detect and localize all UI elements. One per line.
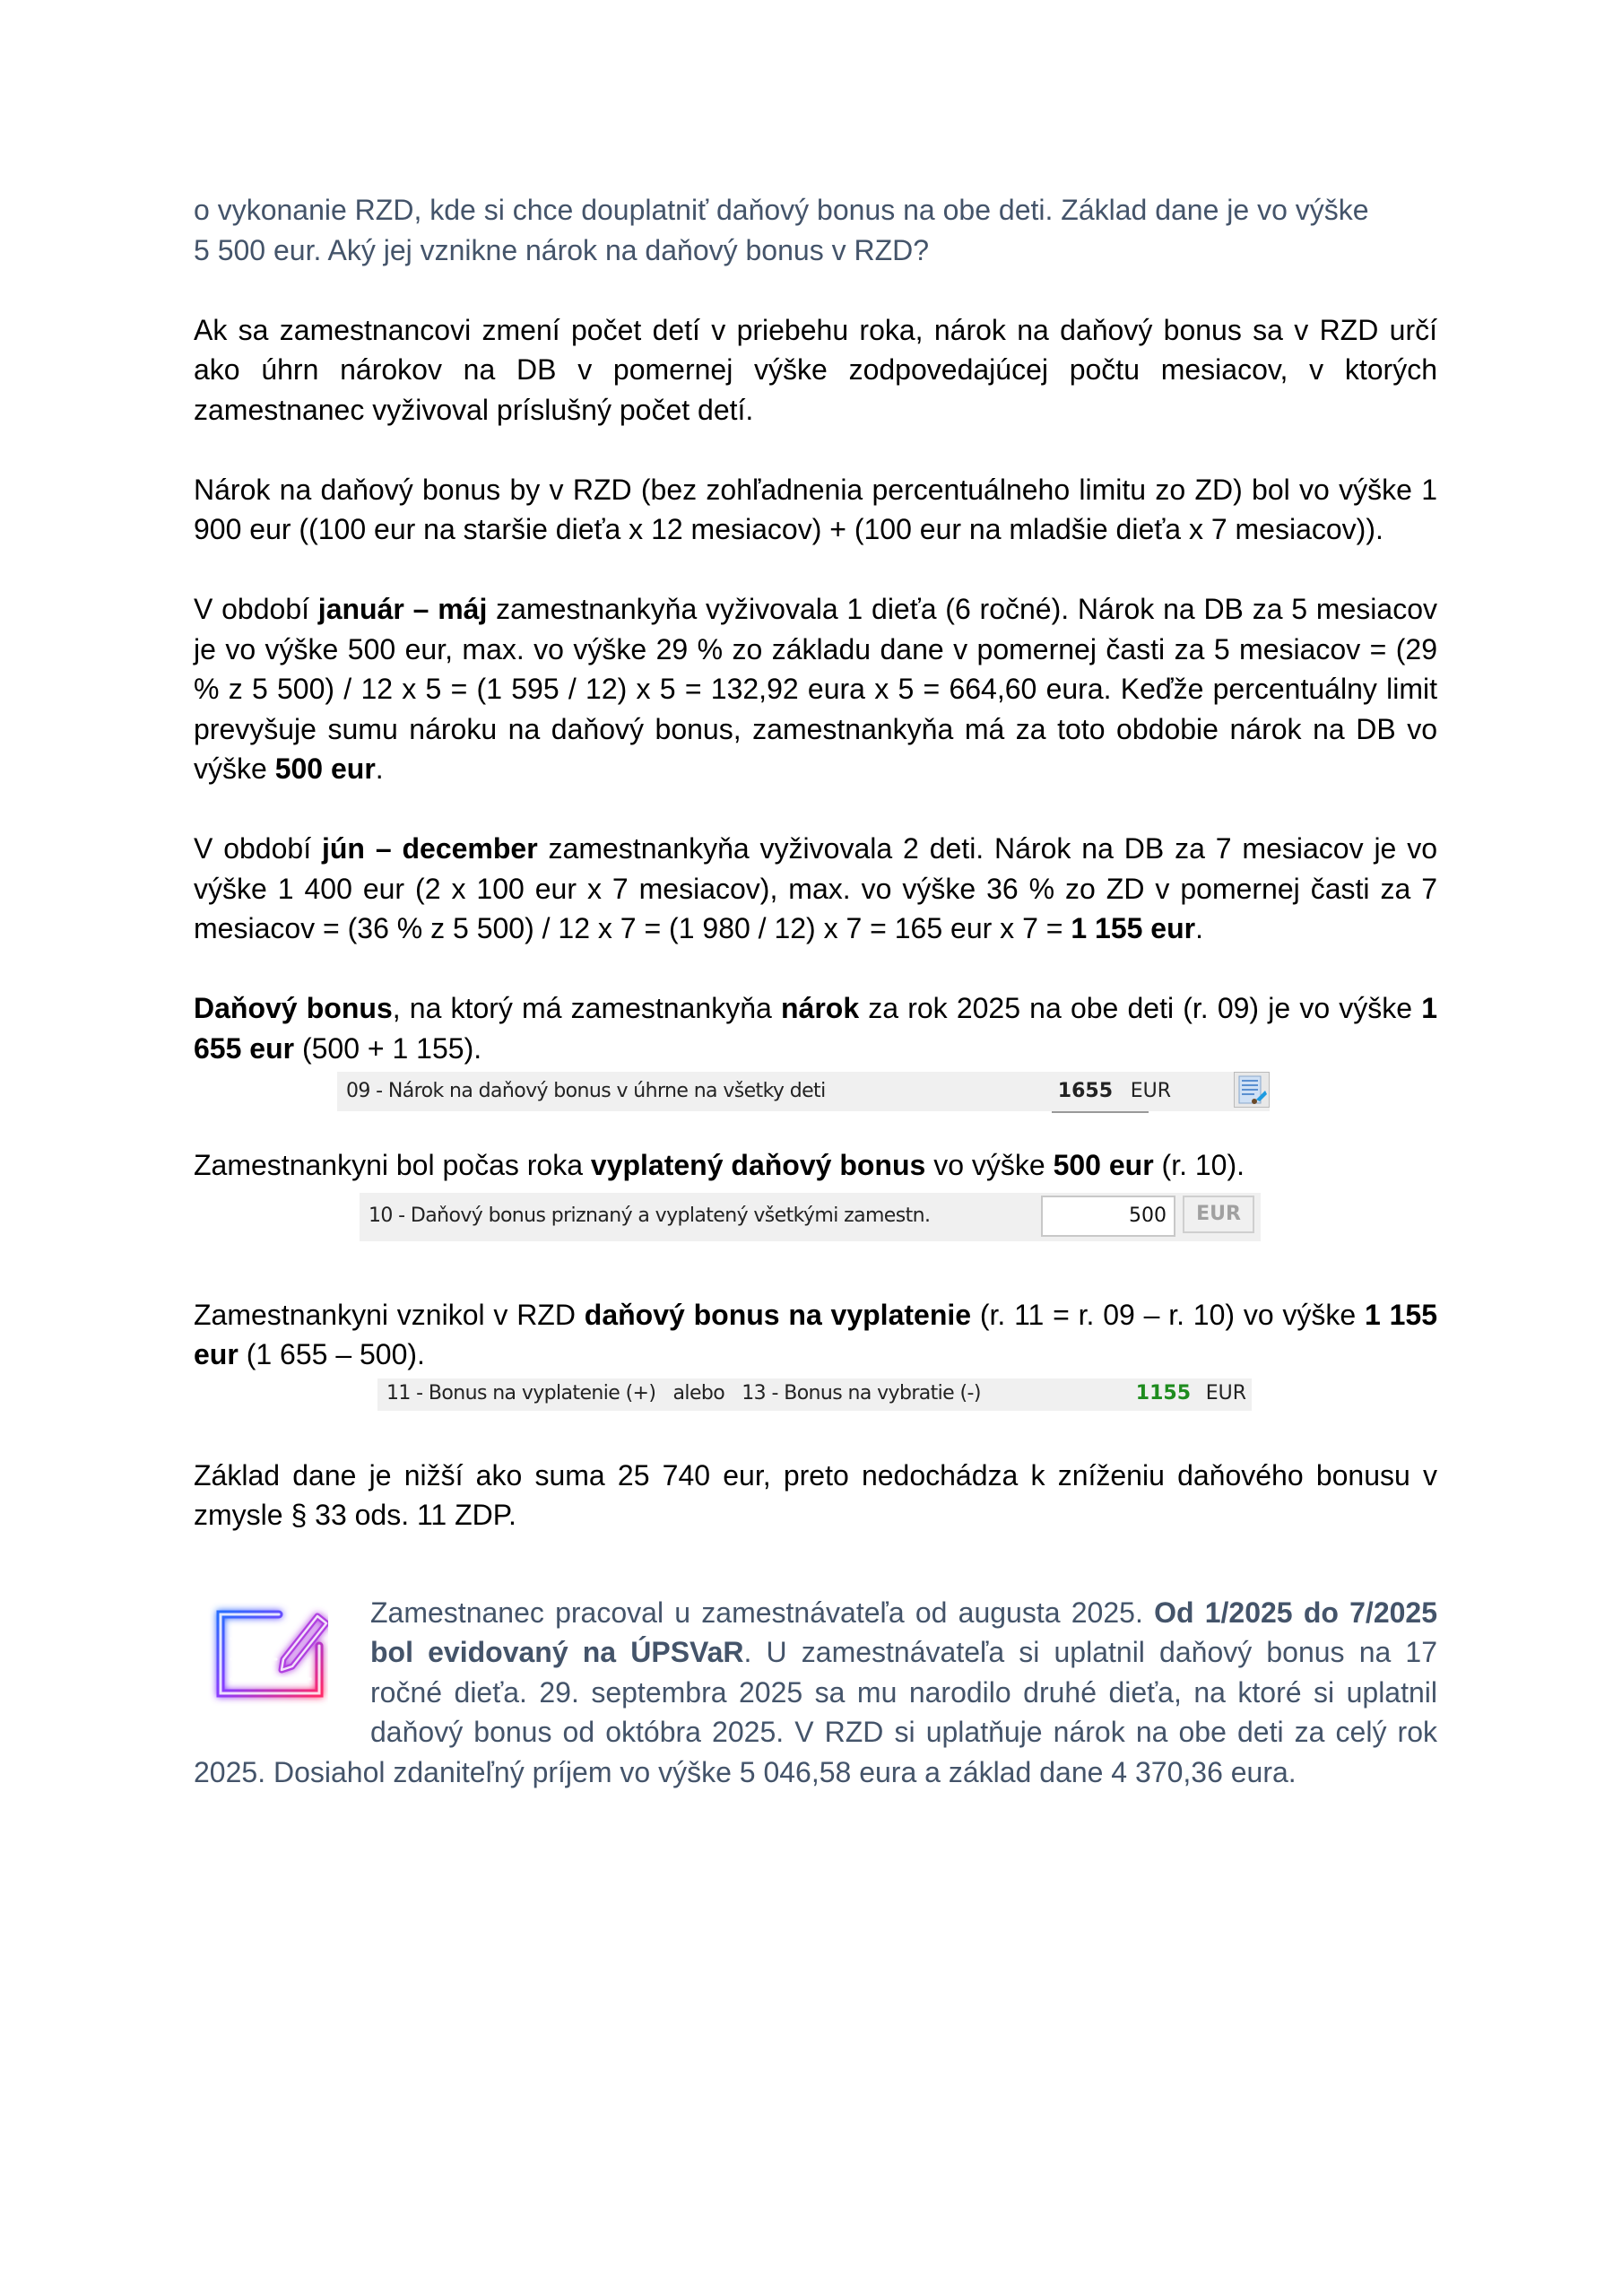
form-row-11 (377, 1378, 1252, 1411)
row-11-currency: EUR (1205, 1382, 1246, 1405)
text: Zamestnanec pracoval u zamestnávateľa od augusta 2025. (370, 1596, 1155, 1629)
text: Zamestnankyni vznikol v RZD (194, 1298, 585, 1331)
row-11-label: 11 - Bonus na vyplatenie (+) alebo 13 - Bonus na vybratie (-) (386, 1382, 981, 1405)
form-row-10 (360, 1193, 1261, 1241)
paragraph-total-bonus (194, 988, 1437, 1068)
row-09-underline (1052, 1111, 1149, 1113)
row-09-label: 09 - Nárok na daňový bonus v úhrne na všetky deti (346, 1079, 826, 1102)
document-edit-icon[interactable] (1234, 1072, 1270, 1108)
note-text (194, 1593, 1437, 1793)
period-bold: január – máj (317, 593, 488, 625)
text-bold: vyplatený daňový bonus (590, 1149, 926, 1181)
row-11-value: 1155 (1135, 1382, 1191, 1405)
amount-bold: 500 eur (274, 752, 376, 785)
period-bold: jún – december (321, 832, 538, 865)
paragraph-paid-bonus (194, 1145, 1437, 1186)
row-09-value: 1655 (1057, 1079, 1113, 1102)
text-bold: nárok (780, 992, 860, 1024)
example-note (194, 1593, 1437, 1793)
amount-bold: 500 eur (1053, 1149, 1154, 1181)
text: zamestnankyňa vyživovala 1 dieťa (6 ročné). Nárok na DB za 5 mesiacov je vo výške 500 eur, max. vo výške 29 % zo základu dane v pomernej časti za 5 mesiacov = (29 % z 5 500) / 12 x 5 = (1 595 / 12) x 5 = 132,92 eura x 5 = 664,60 eura. Keďže percentuálny limit prevyšuje sumu nároku na daňový bonus, zamestnankyňa má za toto obdobie nárok na DB vo výške (194, 593, 1438, 785)
form-row-09 (337, 1072, 1270, 1111)
paragraph-june-december (194, 829, 1437, 949)
row-09-currency: EUR (1130, 1079, 1171, 1102)
text: V období (194, 832, 322, 865)
paragraph-bonus-without-limit: Nárok na daňový bonus by v RZD (bez zohľadnenia percentuálneho limitu zo ZD) bol vo výške 1 900 eur ((100 eur na staršie dieťa x 12 mesiacov) + (100 eur na mladšie dieťa x 7 mesiacov)). (194, 473, 1437, 545)
text: zamestnankyňa vyživovala 2 deti. Nárok na DB za 7 mesiacov je vo výške 1 400 eur (2 x 100 eur x 7 mesiacov), max. vo výške 36 % zo ZD v pomernej časti za 7 mesiacov = (36 % z 5 500) / 12 x 7 = (1 980 / 12) x 7 = 165 eur x 7 = (194, 832, 1438, 944)
text: (1 655 – 500). (238, 1338, 425, 1370)
text: Zamestnankyni bol počas roka (194, 1149, 591, 1181)
text-bold: daňový bonus na vyplatenie (584, 1298, 972, 1331)
text: . U zamestnávateľa si uplatnil daňový bonus na 17 ročné dieťa. 29. septembra 2025 sa mu narodilo druhé dieťa, na ktoré si uplatnil daňový bonus od októbra 2025. V RZD si uplatňuje nárok na obe deti za celý rok 2025. Dosiahol zdaniteľný príjem vo výške 5 046,58 eura a základ dane 4 370,36 eura. (194, 1636, 1438, 1788)
text: . (375, 752, 384, 785)
amount-bold: 1 155 eur (1071, 912, 1196, 944)
paragraph-tax-base-limit: Základ dane je nižší ako suma 25 740 eur, preto nedochádza k zníženiu daňového bonusu v zmysle § 33 ods. 11 ZDP. (194, 1458, 1437, 1531)
text: (r. 11 = r. 09 – r. 10) vo výške (971, 1298, 1366, 1331)
intro-line-2: 5 500 eur. Aký jej vznikne nárok na daňový bonus v RZD? (194, 233, 930, 266)
text-bold: Od 1/2025 do 7/2025 bol evidovaný na ÚPSVaR (370, 1596, 1438, 1668)
paragraph-bonus-to-pay (194, 1295, 1437, 1375)
intro-line-1: o vykonanie RZD, kde si chce douplatniť daňový bonus na obe deti. Základ dane je vo výške (194, 194, 1369, 226)
paragraph-child-count-change: Ak sa zamestnancovi zmení počet detí v priebehu roka, nárok na daňový bonus sa v RZD určí ako úhrn nárokov na DB v pomernej výške zodpovedajúcej počtu mesiacov, v ktorých zamestnanec vyživoval príslušný počet detí. (194, 313, 1437, 426)
text: . (1195, 912, 1203, 944)
intro-paragraph (194, 190, 1437, 270)
row-10-label: 10 - Daňový bonus priznaný a vyplatený všetkými zamestn. (369, 1205, 931, 1228)
text-bold: Daňový bonus (194, 992, 393, 1024)
text: (500 + 1 155). (294, 1031, 482, 1065)
document-page (194, 190, 1437, 1792)
paragraph-january-may (194, 589, 1437, 789)
text: vo výške (925, 1149, 1054, 1181)
amount-bold: 1 155 eur (194, 1298, 1438, 1370)
row-10-currency-button[interactable]: EUR (1183, 1196, 1254, 1233)
row-10-value-input[interactable]: 500 (1041, 1196, 1175, 1237)
text: , na ktorý má zamestnankyňa (392, 992, 781, 1024)
neon-edit-note-icon (194, 1596, 328, 1718)
amount-bold: 1 655 eur (194, 992, 1438, 1065)
text: V období (194, 593, 318, 625)
text: za rok 2025 na obe deti (r. 09) je vo výške (859, 992, 1422, 1024)
text: (r. 10). (1153, 1149, 1245, 1181)
